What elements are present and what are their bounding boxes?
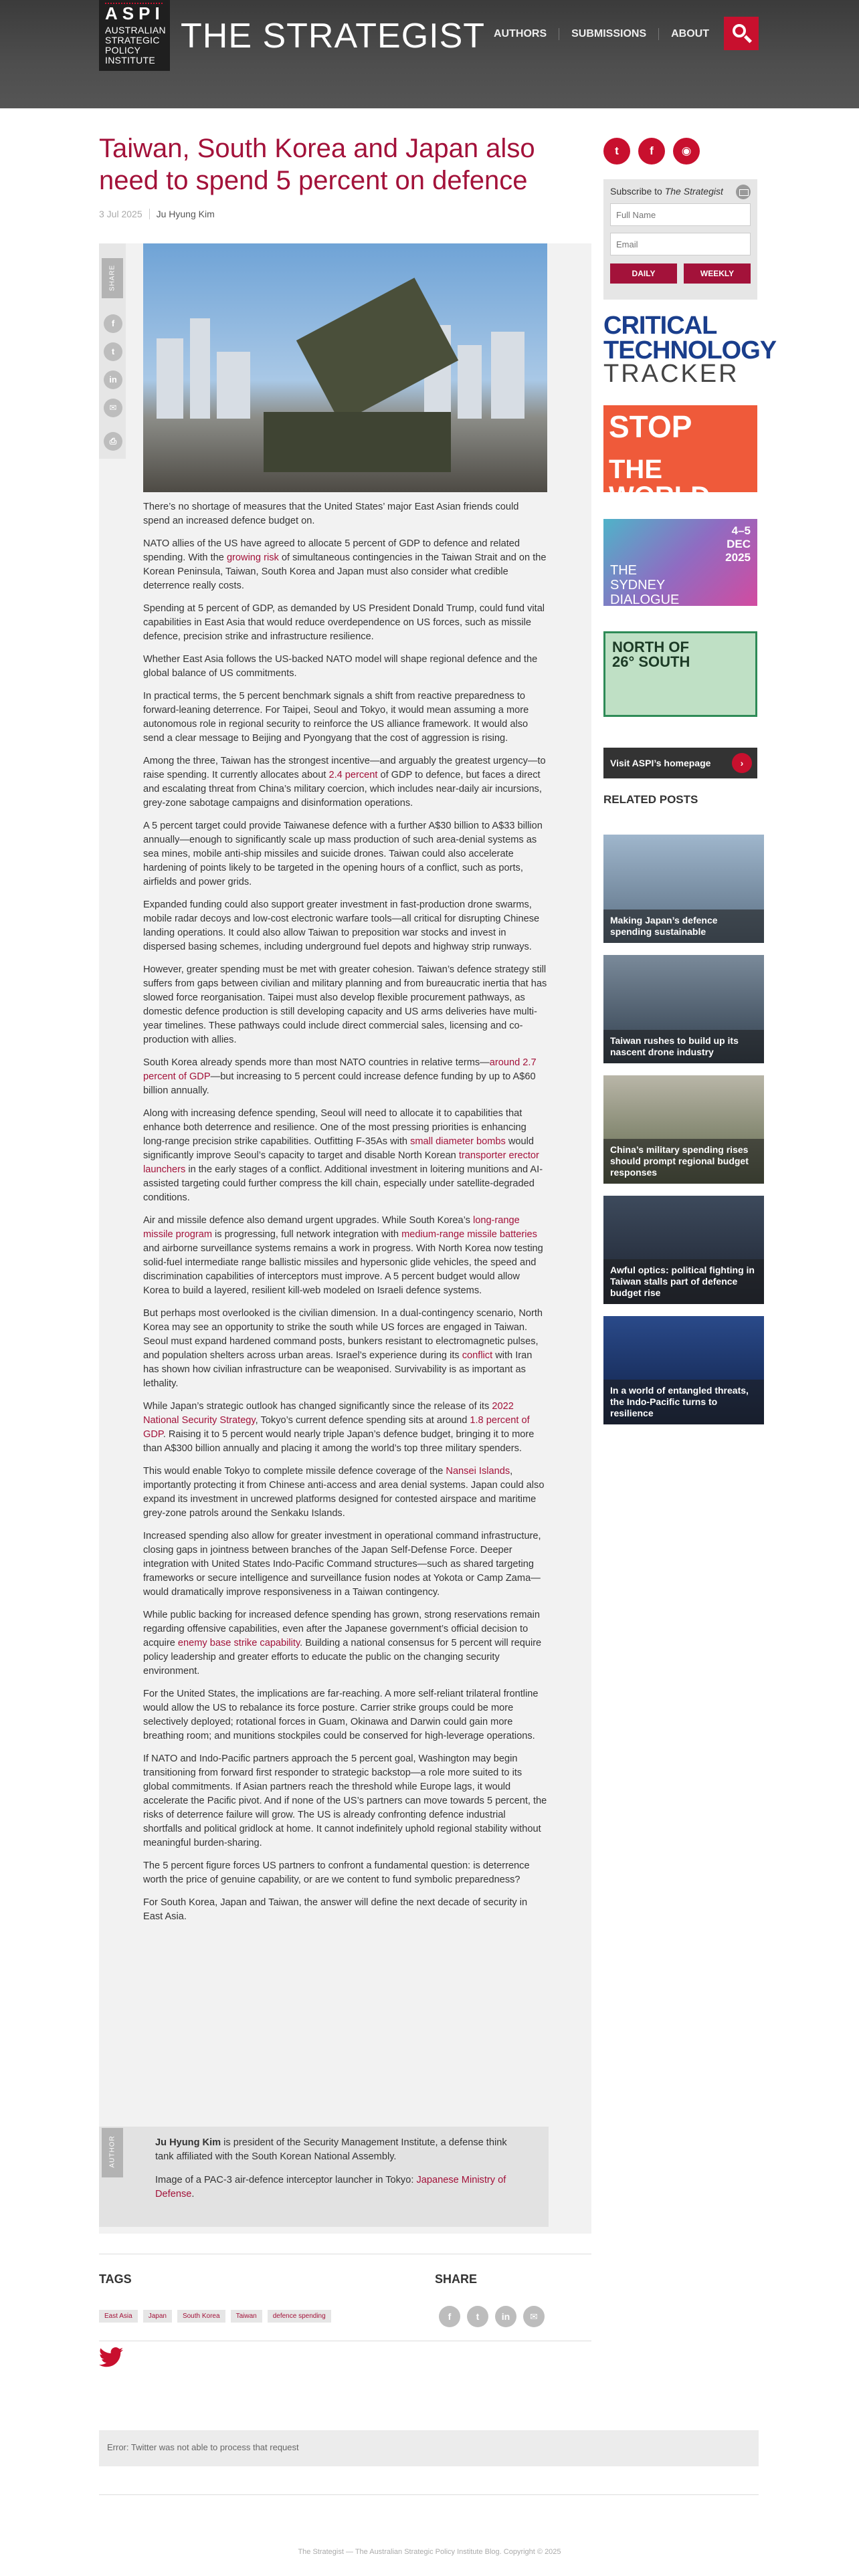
- article-paragraph: [143, 1465, 547, 1521]
- article-date: 3 Jul 2025: [99, 209, 142, 219]
- article-paragraph: [143, 1107, 547, 1205]
- tag-south-korea[interactable]: South Korea: [177, 2310, 225, 2323]
- article-link[interactable]: enemy base strike capability: [177, 1638, 300, 1648]
- subscribe-prefix: Subscribe to: [610, 186, 665, 197]
- article-meta: [99, 209, 215, 219]
- related-post[interactable]: [603, 835, 764, 943]
- article-paragraph: [143, 963, 547, 1047]
- author-bio-text: is president of the Security Management Institute, a defense think tank affiliated with the South Korean National Assembly.: [155, 2137, 507, 2162]
- ad-text: DEC: [727, 538, 751, 550]
- related-posts-title: RELATED POSTS: [603, 793, 698, 806]
- article-text: is progressing, full network integration with: [212, 1229, 402, 1240]
- nav-submissions[interactable]: SUBMISSIONS: [559, 28, 658, 40]
- truck-shape: [264, 412, 451, 472]
- ad-text: NORTH OF: [612, 639, 689, 655]
- article-text: While public backing for increased defence spending has grown, strong reservations remain regarding offensive capabilities, even after the Japanese government’s official decision to acquire: [143, 1610, 540, 1648]
- share-bottom-icons: [439, 2306, 551, 2327]
- logo-abbr: ASPI: [105, 3, 165, 23]
- tags-list: [99, 2310, 337, 2323]
- article-text: . Raising it to 5 percent would nearly triple Japan’s defence budget, bringing it to more than A$300 billion annually and placing it among the world’s top three military spenders.: [143, 1429, 535, 1454]
- article-paragraph: [143, 1896, 547, 1924]
- article-link[interactable]: Nansei Islands: [446, 1466, 510, 1477]
- article-link[interactable]: transporter erector launchers: [143, 1150, 539, 1175]
- twitter-icon[interactable]: t: [467, 2306, 488, 2327]
- article-text: A 5 percent target could provide Taiwanese defence with a further A$30 billion to A$33 billion annually—enough to significantly scale up mass production of such area-denial systems as sea mines, mobile anti-ship missiles and suicide drones. Taiwan could also accelerate hardening of points likely to be targeted in the opening hours of a conflict, such as ports, airfields and power grids.: [143, 821, 543, 887]
- share-label-text: SHARE: [108, 264, 116, 292]
- email-icon[interactable]: ✉: [104, 399, 122, 417]
- nav-authors[interactable]: AUTHORS: [494, 28, 547, 39]
- article-text: and airborne surveillance systems remains a work in progress. With North Korea now testing solid-fuel intermediate range ballistic missiles and hypersonic glide vehicles, the speed and discrimination capabilities of interceptors must improve. A 5 percent budget would allow Korea to build a layered, resilient kill-web modeled on Israeli defence systems.: [143, 1243, 543, 1296]
- article-text: There’s no shortage of measures that the United States’ major East Asian friends could spend an increased defence budget on.: [143, 502, 519, 526]
- site-header: [0, 0, 859, 108]
- subscribe-buttons: [610, 263, 751, 284]
- ad-text: SYDNEY: [610, 578, 666, 593]
- author-label: [102, 2128, 123, 2177]
- article-text: —but increasing to 5 percent could increase defence funding by up to A$60 billion annually.: [143, 1071, 536, 1096]
- article-text: However, greater spending must be met with greater cohesion. Taiwan’s defence strategy still suffers from gaps between civilian and military planning and from bureaucratic inertia that has slowed force reorganisation. Taipei must also develop flexible procurement pathways, as domestic defence production is still developing capacity and US arms deliveries have multi-year timelines. These pathways could include direct commercial sales, licensing and co-production with allies.: [143, 964, 547, 1045]
- image-credit-link[interactable]: Japanese Ministry of Defense: [155, 2175, 506, 2199]
- article-text: NATO allies of the US have agreed to allocate 5 percent of GDP to defence and related spending. With the: [143, 538, 520, 563]
- article-paragraph: [143, 1400, 547, 1456]
- related-post[interactable]: [603, 955, 764, 1063]
- sydney-dialogue-ad[interactable]: [603, 519, 757, 606]
- twitter-bird-icon: [99, 2347, 123, 2367]
- article-text: For the United States, the implications are far-reaching. A more self-reliant trilateral frontline would allow the US to rebalance its force posture. Carrier strike groups could be more selectively deployed; rotational forces in Guam, Okinawa and Darwin could gain more breathing room; and munitions stockpiles could be conserved for high-leverage operations.: [143, 1689, 539, 1741]
- article-paragraph: [143, 1859, 547, 1887]
- aspi-logo[interactable]: [99, 0, 170, 71]
- article-link[interactable]: 2022 National Security Strategy: [143, 1401, 514, 1426]
- critical-technology-tracker-ad[interactable]: [603, 312, 777, 388]
- article-link[interactable]: growing risk: [226, 552, 279, 563]
- article-text: Along with increasing defence spending, Seoul will need to allocate it to capabilities that enhance both deterrence and resilience. One of the most pressing priorities is enhancing long-range precision strike capabilities. Outfitting F-35As with: [143, 1108, 527, 1147]
- image-credit-end: .: [191, 2189, 195, 2199]
- article-author[interactable]: Ju Hyung Kim: [149, 209, 215, 219]
- related-post-title: Awful optics: political fighting in Taiwan stalls part of defence budget rise: [603, 1259, 764, 1304]
- ad-text: TECHNOLOGY: [603, 336, 777, 364]
- share-label: [102, 258, 123, 298]
- ad-text: 26° SOUTH: [612, 653, 690, 670]
- article-text: Spending at 5 percent of GDP, as demanded by US President Donald Trump, could fund vital capabilities in East Asia that would reduce overdependence on US forces, such as missile defence, precision strike and infrastructure resilience.: [143, 603, 545, 642]
- article-link[interactable]: small diameter bombs: [410, 1136, 506, 1147]
- logo-line: INSTITUTE: [105, 55, 156, 66]
- related-post-title: Making Japan’s defence spending sustainable: [603, 909, 764, 943]
- article-hero-image: [143, 243, 547, 492]
- article-text: Expanded funding could also support greater investment in fast-production drone swarms, mobile radar decoys and low-cost electronic warfare tools—all critical for disrupting Chinese landing operations. It could also allow Taiwan to preposition war stocks and invest in dispersed basing schemes, including underground fuel depots and highway strip runways.: [143, 899, 540, 952]
- stop-the-world-ad[interactable]: [603, 405, 757, 511]
- article-text: of simultaneous contingencies in the Taiwan Strait and on the Korean Peninsula, Taiwan, South Korea and Japan must also consider what credible deterrence really costs.: [143, 552, 547, 591]
- logo-line: STRATEGIC: [105, 35, 160, 45]
- chevron-right-icon: ›: [732, 753, 752, 773]
- tag-east-asia[interactable]: East Asia: [99, 2310, 138, 2323]
- email-input[interactable]: [610, 233, 751, 255]
- subscribe-box: [603, 179, 757, 300]
- north-of-26-south-ad[interactable]: [603, 631, 757, 717]
- tags-title: TAGS: [99, 2272, 132, 2286]
- email-icon[interactable]: ✉: [523, 2306, 545, 2327]
- article-text: The 5 percent figure forces US partners to confront a fundamental question: is deterrence worth the price of genuine capability, or are we content to fund symbolic preparedness?: [143, 1860, 530, 1885]
- article-paragraph: [143, 1687, 547, 1743]
- building-shape: [157, 338, 183, 419]
- ad-text: 2025: [725, 551, 751, 564]
- article-text: If NATO and Indo-Pacific partners approach the 5 percent goal, Washington may begin transitioning from forward first responder to strategic backstop—a role more suited to its global commitments. If Asian partners reach the threshold while Europe lags, it would accelerate the Pacific pivot. And if none of the US’s partners can move towards 5 percent, the risks of deterrence failure will grow. The US is already confronting defence industrial shortfalls and political gridlock at home. It cannot indefinitely uphold regional stability without meaningful burden-sharing.: [143, 1753, 547, 1848]
- article-paragraph: [143, 500, 547, 528]
- article-text: , importantly protecting it from Chinese anti-access and area denial systems. Japan could also expand its investment in uncrewed platforms designed for contested airspace and maritime grey-zone patrols around the Senkaku Islands.: [143, 1466, 545, 1519]
- mail-icon: [736, 185, 751, 199]
- article-paragraph: [143, 537, 547, 593]
- article-text: would significantly improve Seoul’s capacity to target and disable North Korean: [143, 1136, 535, 1161]
- article-link[interactable]: conflict: [462, 1350, 493, 1361]
- article-text: Air and missile defence also demand urgent upgrades. While South Korea’s: [143, 1215, 473, 1226]
- related-post[interactable]: [603, 1196, 764, 1304]
- article-text: In practical terms, the 5 percent benchmark signals a shift from reactive preparedness to forward-leaning deterrence. For Taipei, Seoul and Tokyo, it would mean assuming a more autonomous role in regional security to reinforce the US alliance framework. It would also send a clear message to Beijing and Pyongyang that the cost of aggression is rising.: [143, 691, 529, 744]
- article-text: Increased spending also allow for greater investment in operational command infrastructure, closing gaps in jointness between branches of the Japan Self-Defense Force. Deeper integration with United States Indo-Pacific Command structures—such as shared targeting frameworks or secure intelligence and surveillance fusion nodes at Yokota or Camp Zama—would dramatically improve responsiveness in a Taiwan contingency.: [143, 1531, 541, 1598]
- daily-button[interactable]: DAILY: [610, 263, 677, 284]
- article-text: , Tokyo’s current defence spending sits at around: [255, 1415, 470, 1426]
- site-footer: The Strategist — The Australian Strategic Policy Institute Blog. Copyright © 2025: [298, 2548, 561, 2556]
- ad-title: [612, 640, 690, 669]
- related-post-title: In a world of entangled threats, the Indo-Pacific turns to resilience: [603, 1380, 764, 1424]
- article-text: While Japan’s strategic outlook has changed significantly since the release of its: [143, 1401, 492, 1412]
- article-paragraph: [143, 689, 547, 746]
- print-icon[interactable]: ⎙: [104, 432, 122, 451]
- site-title[interactable]: THE STRATEGIST: [181, 17, 486, 56]
- facebook-icon[interactable]: f: [439, 2306, 460, 2327]
- weekly-button[interactable]: WEEKLY: [684, 263, 751, 284]
- linkedin-icon[interactable]: in: [495, 2306, 516, 2327]
- author-label-text: AUTHOR: [108, 2135, 116, 2168]
- search-icon-handle: [744, 35, 752, 43]
- article-text: But perhaps most overlooked is the civilian dimension. In a dual-contingency scenario, North Korea may see an opportunity to strike the south while US forces are engaged in Taiwan. Seoul must expand hardened command posts, bunkers resistant to electromagnetic pulses, and population shelters across urban areas. Israel’s experience during its: [143, 1308, 543, 1361]
- rss-icon[interactable]: ◉: [673, 138, 700, 165]
- full-name-input[interactable]: [610, 203, 751, 226]
- article-title: Taiwan, South Korea and Japan also need to spend 5 percent on defence: [99, 134, 535, 195]
- building-shape: [190, 318, 210, 419]
- ad-text: STOP: [609, 409, 692, 444]
- twitter-icon[interactable]: t: [104, 342, 122, 361]
- article-paragraph: [143, 653, 547, 681]
- ad-date: [725, 524, 751, 564]
- ad-text: TRACKER: [603, 360, 739, 388]
- building-shape: [217, 352, 250, 419]
- main-nav: [482, 28, 721, 40]
- article-paragraph: [143, 602, 547, 644]
- visit-label: Visit ASPI’s homepage: [610, 758, 711, 768]
- image-credit: [155, 2173, 516, 2202]
- article-paragraph: [143, 754, 547, 811]
- search-button[interactable]: [724, 17, 759, 50]
- related-post[interactable]: [603, 1075, 764, 1184]
- article-paragraph: [143, 1056, 547, 1098]
- related-post-title: China’s military spending rises should prompt regional budget responses: [603, 1139, 764, 1184]
- subscribe-name: The Strategist: [664, 186, 723, 197]
- tag-defence-spending[interactable]: defence spending: [268, 2310, 331, 2323]
- twitter-error-box: Error: Twitter was not able to process that request: [99, 2430, 759, 2466]
- article-link[interactable]: long-range missile program: [143, 1215, 520, 1240]
- related-post-title: Taiwan rushes to build up its nascent drone industry: [603, 1030, 764, 1063]
- article-paragraph: [143, 1214, 547, 1298]
- ad-text: THE WORLD: [609, 455, 710, 511]
- article-paragraph: [143, 898, 547, 954]
- logo-line: AUSTRALIAN: [105, 25, 166, 35]
- article-link[interactable]: medium-range missile batteries: [401, 1229, 537, 1240]
- article-text: in the early stages of a conflict. Additional investment in loitering munitions and AI-assisted targeting could further compress the kill chain, especially under satellite-degraded conditions.: [143, 1164, 543, 1203]
- building-shape: [491, 332, 524, 419]
- author-bio-name[interactable]: Ju Hyung Kim: [155, 2137, 221, 2148]
- article-text: with Iran has shown how civilian infrastructure can be weaponised. Survivability is as important as lethality.: [143, 1350, 533, 1389]
- logo-dots: [105, 3, 163, 5]
- article-text: This would enable Tokyo to complete missile defence coverage of the: [143, 1466, 446, 1477]
- article-link[interactable]: 1.8 percent of GDP: [143, 1415, 530, 1440]
- linkedin-icon[interactable]: in: [104, 370, 122, 389]
- social-links: [603, 138, 708, 165]
- ad-text: DIALOGUE: [610, 593, 680, 607]
- related-post[interactable]: [603, 1316, 764, 1424]
- author-bio-paragraph: [155, 2136, 516, 2164]
- ad-text: CRITICAL: [603, 312, 717, 340]
- search-icon: [733, 24, 746, 37]
- author-bio: [155, 2136, 516, 2211]
- subscribe-title: [610, 186, 751, 197]
- article-text: Among the three, Taiwan has the strongest incentive—and arguably the greatest urgency—to raise spending. It currently allocates about: [143, 756, 546, 780]
- tag-taiwan[interactable]: Taiwan: [231, 2310, 262, 2323]
- building-shape: [458, 345, 482, 419]
- article-body: [143, 500, 547, 1933]
- article-paragraph: [143, 1608, 547, 1679]
- tag-japan[interactable]: Japan: [143, 2310, 172, 2323]
- share-title: SHARE: [435, 2272, 478, 2286]
- article-paragraph: [143, 819, 547, 889]
- ad-text: THE: [610, 563, 637, 578]
- article-text: South Korea already spends more than most NATO countries in relative terms—: [143, 1057, 490, 1068]
- article-text: . Building a national consensus for 5 percent will require policy leadership and greater efforts to educate the public on the changing security environment.: [143, 1638, 542, 1677]
- divider: [99, 2494, 759, 2495]
- facebook-icon[interactable]: f: [638, 138, 665, 165]
- article-paragraph: [143, 1529, 547, 1600]
- ad-text: 4–5: [731, 524, 751, 537]
- logo-text: [105, 25, 164, 66]
- nav-about[interactable]: ABOUT: [658, 28, 721, 40]
- visit-aspi-button[interactable]: [603, 748, 757, 778]
- article-link[interactable]: around 2.7 percent of GDP: [143, 1057, 537, 1082]
- article-text: For South Korea, Japan and Taiwan, the answer will define the next decade of security in East Asia.: [143, 1897, 528, 1922]
- logo-line: POLICY: [105, 45, 141, 56]
- facebook-icon[interactable]: f: [104, 314, 122, 333]
- article-text: of GDP to defence, but faces a direct and escalating threat from China’s military coercion, which includes near-daily air incursions, grey-zone sabotage campaigns and disinformation operations.: [143, 770, 542, 809]
- article-paragraph: [143, 1752, 547, 1850]
- ad-title: [610, 563, 679, 607]
- article-text: Whether East Asia follows the US-backed NATO model will shape regional defence and the global balance of US commitments.: [143, 654, 538, 679]
- article-paragraph: [143, 1307, 547, 1391]
- article-link[interactable]: 2.4 percent: [328, 770, 378, 780]
- image-credit-text: Image of a PAC-3 air-defence interceptor launcher in Tokyo:: [155, 2175, 417, 2185]
- twitter-icon[interactable]: t: [603, 138, 630, 165]
